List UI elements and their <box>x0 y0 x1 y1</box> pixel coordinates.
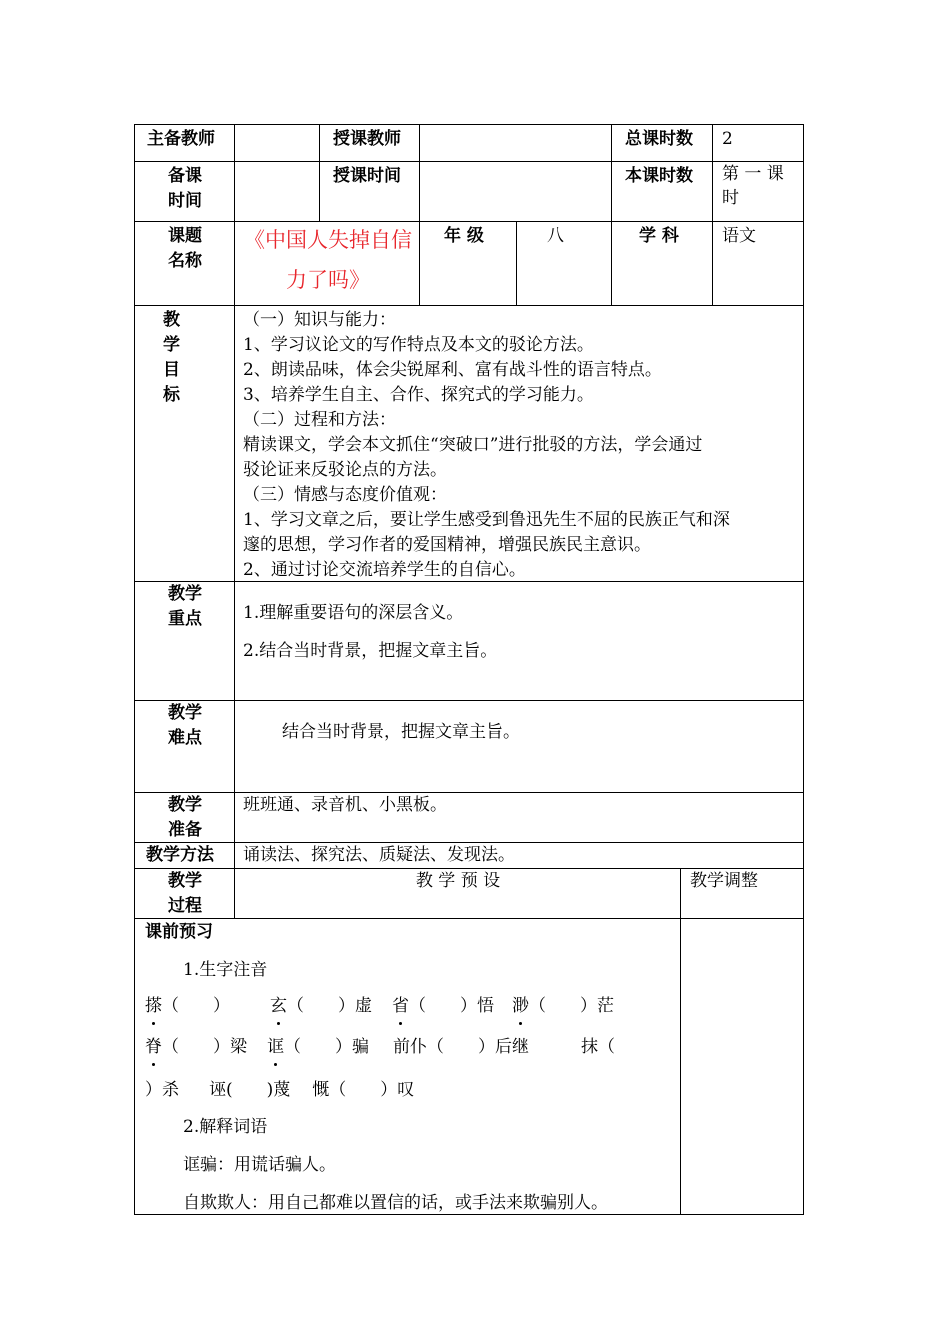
pinyin-blank[interactable]: （ ）梁 <box>162 1037 247 1057</box>
pinyin-item[interactable]: 抹（ <box>581 1037 615 1057</box>
pinyin-char: 诓 <box>267 1035 284 1060</box>
objective-line: （三）情感与态度价值观： <box>243 485 447 505</box>
prep-time-label: 备课时间 <box>168 166 202 211</box>
topic-value: 《中国人失掉自信力了吗》 <box>244 228 412 292</box>
difficulties-content-cell <box>234 700 804 793</box>
objectives-label: 教学目标 <box>163 310 180 405</box>
pinyin-blank[interactable]: （ ）骗 <box>284 1037 369 1057</box>
pinyin-row-3 <box>145 1078 414 1103</box>
preview-content-cell <box>134 918 681 1215</box>
difficulties-label: 教学难点 <box>168 703 202 748</box>
methods-text: 诵读法、探究法、质疑法、发现法。 <box>243 845 515 865</box>
key-points-label-cell <box>134 581 235 701</box>
grade-value: 八 <box>547 226 564 246</box>
key-point-item: 1.理解重要语句的深层含义。 <box>243 603 464 623</box>
teaching-teacher-label: 授课教师 <box>333 129 401 149</box>
adjust-label: 教学调整 <box>690 871 758 891</box>
objective-line: （一）知识与能力： <box>243 310 396 330</box>
objective-line: （二）过程和方法： <box>243 410 396 430</box>
lead-teacher-value-cell <box>234 124 320 162</box>
pinyin-item[interactable]: 慨（ ）叹 <box>312 1080 415 1100</box>
pinyin-row-2 <box>145 1035 615 1060</box>
key-point-item: 2.结合当时背景，把握文章主旨。 <box>243 641 498 661</box>
methods-content-cell <box>234 842 804 869</box>
difficulties-label-cell <box>134 700 235 793</box>
topic-value-cell <box>234 221 420 306</box>
word-definition: 诓骗：用谎话骗人。 <box>183 1155 336 1175</box>
pinyin-item[interactable]: 前仆（ ）后继 <box>393 1037 529 1057</box>
design-label: 教 学 预 设 <box>415 871 501 891</box>
subject-label: 学 科 <box>639 226 679 246</box>
prep-time-label-cell <box>134 161 235 222</box>
teaching-time-label: 授课时间 <box>333 166 401 186</box>
difficulties-text: 结合当时背景，把握文章主旨。 <box>282 722 520 742</box>
pinyin-blank[interactable]: （ ）虚 <box>287 996 372 1016</box>
total-hours-value: 2 <box>722 129 733 149</box>
subject-label-cell <box>611 221 713 306</box>
this-hours-label: 本课时数 <box>625 166 693 186</box>
preparation-content-cell <box>234 792 804 843</box>
total-hours-label: 总课时数 <box>625 129 693 149</box>
process-label: 教学过程 <box>168 871 202 916</box>
pinyin-item[interactable]: 诬( )蔑 <box>209 1080 291 1100</box>
words-title: 2.解释词语 <box>183 1117 268 1137</box>
pinyin-blank[interactable]: （ ）茫 <box>529 996 614 1016</box>
pinyin-char: 搽 <box>145 994 162 1019</box>
pinyin-char: 省 <box>392 994 409 1019</box>
adjust-label-cell <box>680 868 804 919</box>
adjust-content-cell <box>680 918 804 1215</box>
grade-label: 年 级 <box>444 226 484 246</box>
prep-time-value-cell <box>234 161 320 222</box>
grade-value-cell <box>516 221 612 306</box>
total-hours-label-cell <box>611 124 713 162</box>
this-hours-label-cell <box>611 161 713 222</box>
process-label-cell <box>134 868 235 919</box>
pinyin-row-1 <box>145 994 614 1019</box>
preview-title: 课前预习 <box>145 922 213 942</box>
topic-label: 课题名称 <box>168 226 202 271</box>
teaching-teacher-value-cell <box>419 124 612 162</box>
key-points-label: 教学重点 <box>168 584 202 629</box>
lead-teacher-label: 主备教师 <box>147 129 215 149</box>
methods-label-cell <box>134 842 235 869</box>
total-hours-value-cell <box>712 124 804 162</box>
pinyin-item[interactable]: ）杀 <box>145 1080 179 1100</box>
objectives-label-cell <box>134 305 235 582</box>
word-definition: 自欺欺人：用自己都难以置信的话，或手法来欺骗别人。 <box>183 1193 608 1213</box>
key-points-content-cell <box>234 581 804 701</box>
objective-line: 1、学习议论文的写作特点及本文的驳论方法。 <box>243 335 594 355</box>
design-label-cell <box>234 868 681 919</box>
objectives-content-cell <box>234 305 804 582</box>
topic-label-cell <box>134 221 235 306</box>
objective-line: 驳论证来反驳论点的方法。 <box>243 460 447 480</box>
objective-line: 3、培养学生自主、合作、探究式的学习能力。 <box>243 385 594 405</box>
teaching-time-value-cell <box>419 161 612 222</box>
subject-value-cell <box>712 221 804 306</box>
pinyin-blank[interactable]: （ ）悟 <box>409 996 494 1016</box>
pinyin-char: 玄 <box>270 994 287 1019</box>
pinyin-char: 渺 <box>512 994 529 1019</box>
objective-line: 精读课文，学会本文抓住“突破口”进行批驳的方法，学会通过 <box>243 435 703 455</box>
objective-line: 2、朗读品味，体会尖锐犀利、富有战斗性的语言特点。 <box>243 360 662 380</box>
preparation-label: 教学准备 <box>168 795 202 840</box>
objective-line: 1、学习文章之后，要让学生感受到鲁迅先生不屈的民族正气和深 <box>243 510 730 530</box>
preparation-label-cell <box>134 792 235 843</box>
pinyin-blank[interactable]: （ ） <box>162 996 230 1016</box>
this-hours-value: 第 一 课时 <box>722 164 784 208</box>
teaching-time-label-cell <box>319 161 420 222</box>
pinyin-title: 1.生字注音 <box>183 960 268 980</box>
teaching-teacher-label-cell <box>319 124 420 162</box>
pinyin-char: 脊 <box>145 1035 162 1060</box>
this-hours-value-cell <box>712 161 804 222</box>
preparation-text: 班班通、录音机、小黑板。 <box>243 795 447 815</box>
objective-line: 邃的思想，学习作者的爱国精神，增强民族民主意识。 <box>243 535 651 555</box>
lead-teacher-label-cell <box>134 124 235 162</box>
objective-line: 2、通过讨论交流培养学生的自信心。 <box>243 560 526 580</box>
subject-value: 语文 <box>722 226 756 246</box>
grade-label-cell <box>419 221 517 306</box>
methods-label: 教学方法 <box>146 845 214 865</box>
